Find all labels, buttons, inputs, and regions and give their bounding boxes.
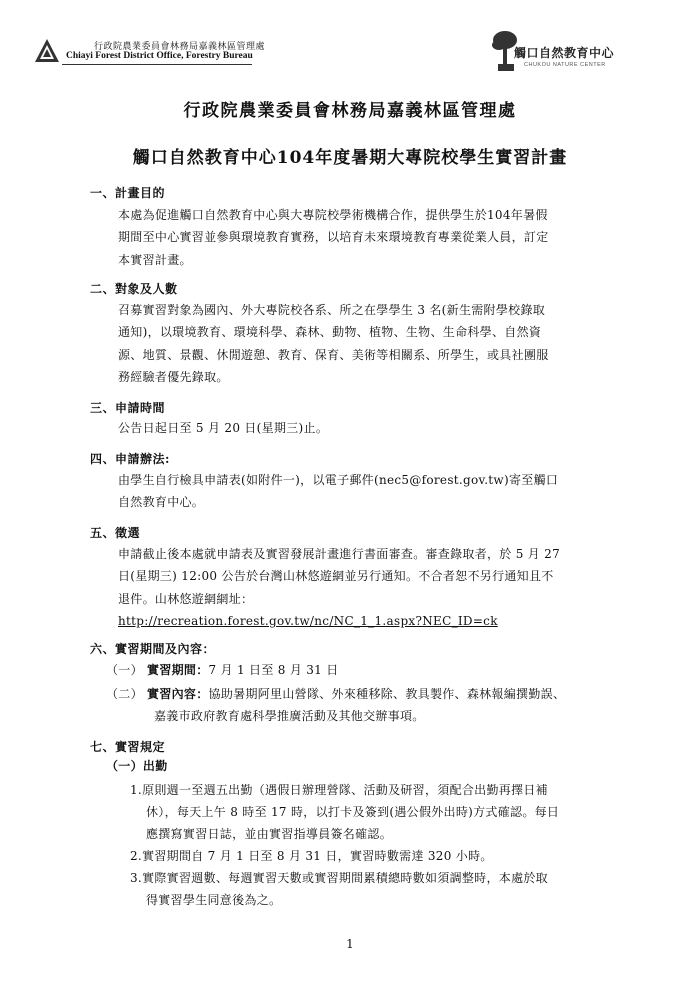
point-text: 實際實習週數、每週實習天數或實習期間累積總時數如須調整時，本處於取 — [142, 871, 548, 885]
section-heading: 五、徵選 — [90, 526, 141, 540]
point-text: 原則週一至週五出勤（遇假日辦理營隊、活動及研習，須配合出勤再擇日補 — [142, 783, 548, 797]
body-line: 本實習計畫。 — [118, 252, 192, 267]
body-line: 期間至中心實習並參與環境教育實務，以培育未來環境教育專業從業人員，訂定 — [118, 230, 549, 245]
header-org-name-zh: 行政院農業委員會林務局嘉義林區管理處 — [94, 42, 266, 52]
nature-center-name-en: CHUKOU NATURE CENTER — [524, 62, 606, 68]
point-number: 2. — [130, 849, 143, 863]
nature-center-name-zh: 觸口自然教育中心 — [514, 46, 615, 60]
body-line: 召募實習對象為國內、外大專院校各系、所之在學學生 3 名(新生需附學校錄取 — [118, 303, 546, 317]
numbered-item — [130, 847, 493, 864]
section-heading: 一、計畫目的 — [90, 186, 166, 200]
section-body — [118, 469, 558, 514]
numbered-item — [130, 869, 548, 886]
body-line: 日(星期三) 12:00 公告於台灣山林悠遊網並另行通知。不合者恕不另行通知且不 — [118, 569, 554, 584]
item-label: 實習內容： — [147, 687, 209, 701]
point-text-continued: 應撰寫實習日誌，並由實習指導員簽名確認。 — [146, 827, 393, 841]
body-line: 通知)，以環境教育、環境科學、森林、動物、植物、生物、生命科學、自然資 — [118, 325, 542, 340]
header-divider — [62, 64, 252, 65]
section-body — [118, 417, 328, 439]
body-line: 申請截止後本處就申請表及實習發展計畫進行書面審查。審查錄取者，於 5 月 27 — [118, 547, 561, 561]
section-heading: 二、對象及人數 — [90, 282, 178, 296]
forest-recreation-link[interactable]: http://recreation.forest.gov.tw/nc/NC_1_1.aspx?NEC_ID=ck — [118, 614, 498, 629]
section-body — [118, 204, 549, 271]
item-number: （一） — [106, 663, 143, 677]
list-item — [106, 661, 339, 678]
section-body — [118, 299, 549, 389]
forestry-bureau-header — [34, 38, 334, 66]
forestry-bureau-logo-icon — [34, 38, 60, 64]
section-body — [118, 543, 560, 633]
list-item — [106, 685, 565, 702]
page-number: 1 — [346, 937, 354, 951]
numbered-item — [130, 781, 548, 798]
point-text: 實習期間自 7 月 1 日至 8 月 31 日，實習時數需達 320 小時。 — [142, 849, 493, 863]
document-subtitle: 觸口自然教育中心104年度暑期大專院校學生實習計畫 — [132, 148, 568, 168]
item-text: 7 月 1 日至 8 月 31 日 — [208, 663, 339, 677]
body-line: 源、地質、景觀、休閒遊憩、教育、保育、美術等相關系、所學生，或具社團服 — [118, 347, 549, 362]
nature-center-header — [490, 26, 640, 76]
body-line: 自然教育中心。 — [118, 495, 205, 510]
section-heading: 六、實習期間及內容： — [90, 642, 216, 656]
point-text-continued: 得實習學生同意後為之。 — [146, 893, 282, 907]
body-line: 由學生自行檢具申請表(如附件一)，以電子郵件(nec5@forest.gov.tw)寄至觸口 — [118, 473, 559, 487]
point-number: 1. — [130, 783, 143, 797]
point-number: 3. — [130, 871, 143, 885]
item-label: 實習期間： — [147, 663, 209, 677]
item-number: （二） — [106, 687, 143, 701]
body-line: 務經驗者優先錄取。 — [118, 370, 229, 385]
body-line: 退件。山林悠遊網網址： — [118, 591, 254, 606]
item-text: 協助暑期阿里山營隊、外來種移除、教具製作、森林報編撰勤誤、 — [208, 687, 566, 701]
body-line: 公告日起日至 5 月 20 日(星期三)止。 — [118, 421, 329, 435]
subsection-heading: （一）出勤 — [106, 759, 168, 773]
document-title: 行政院農業委員會林務局嘉義林區管理處 — [183, 101, 517, 121]
section-heading: 三、申請時間 — [90, 401, 166, 415]
header-org-name-en: Chiayi Forest District Office, Forestry Bureau — [66, 51, 253, 61]
point-text-continued: 休），每天上午 8 時至 17 時，以打卡及簽到(遇公假外出時)方式確認。每日 — [146, 805, 560, 819]
item-text-continued: 嘉義市政府教育處科學推廣活動及其他交辦事項。 — [154, 709, 425, 723]
body-line: 本處為促進觸口自然教育中心與大專院校學術機構合作，提供學生於104年暑假 — [118, 208, 548, 222]
section-heading: 七、實習規定 — [90, 740, 166, 754]
section-heading: 四、申請辦法: — [90, 452, 170, 466]
